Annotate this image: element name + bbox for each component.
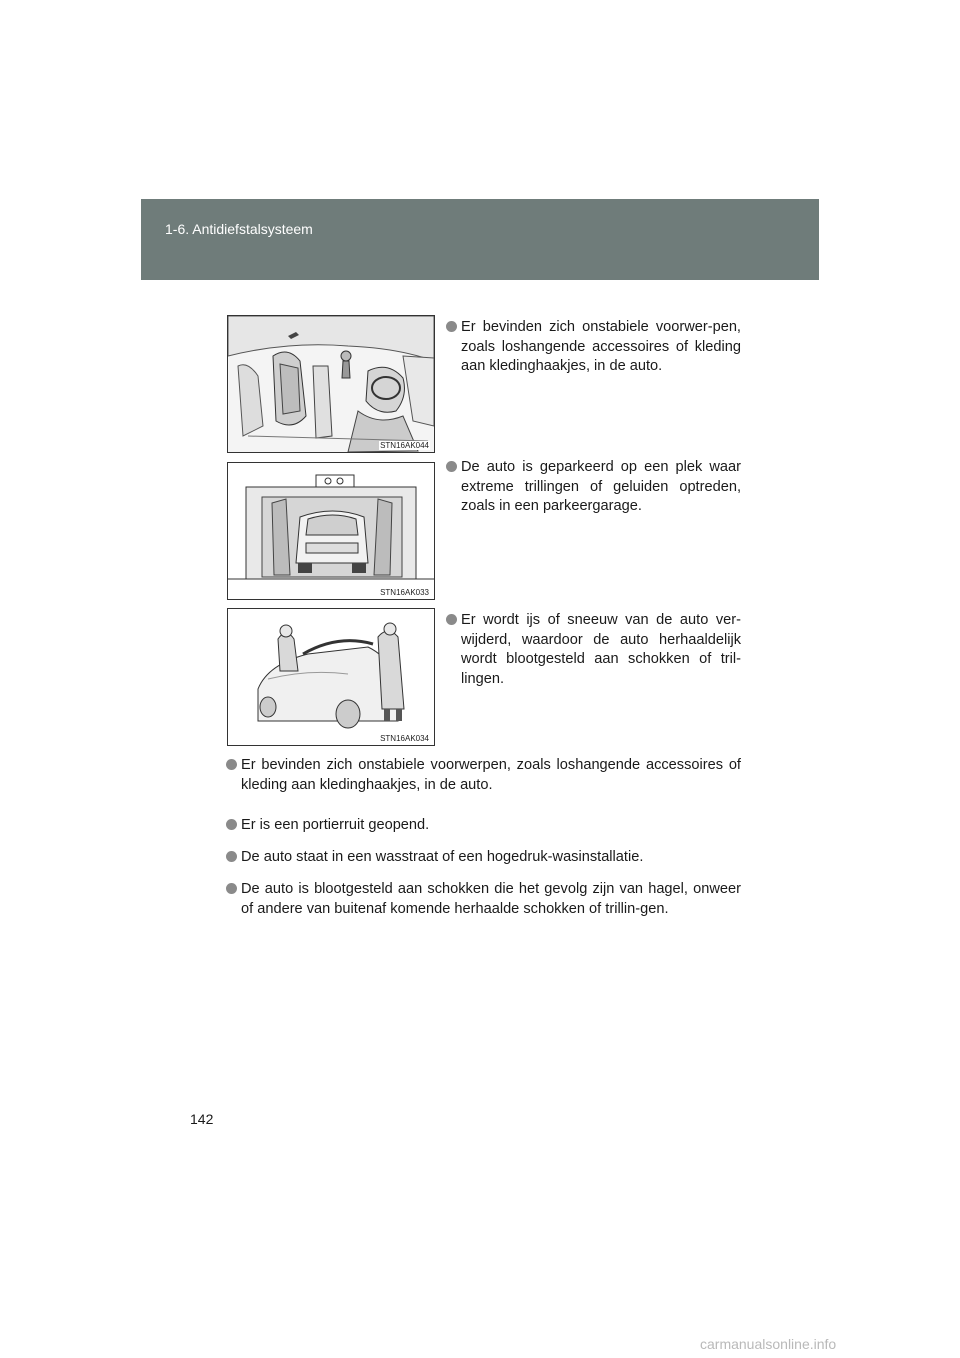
page-number: 142 [190,1111,214,1127]
bullet-dot [446,614,457,625]
figure-caption-1: Er bevinden zich onstabiele voorwer-pen, zoals loshangende accessoires of kleding aan kledinghaakjes, in de auto. [446,318,741,377]
list-item: De auto is blootgesteld aan schokken die het gevolg zijn van hagel, onweer of andere van buitenaf komende herhaalde schokken of trillin-gen. [226,880,741,919]
watermark: carmanualsonline.info [700,1336,837,1352]
bullet-dot [226,851,237,862]
section-title: 1-6. Antidiefstalsysteem [165,221,313,237]
bullet-dot [226,819,237,830]
figure-caption-3: Er wordt ijs of sneeuw van de auto ver-wijderd, waardoor de auto herhaaldelijk wordt blootgesteld aan schokken of tril-lingen. [446,611,741,689]
bullet-dot [226,759,237,770]
figure-snow-removal [227,608,435,746]
figure-code: STN16AK033 [380,588,429,597]
snow-removal-illustration [228,609,434,745]
list-item: Er is een portierruit geopend. [226,816,741,836]
bullet-dot [446,461,457,472]
figure-caption-2: De auto is geparkeerd op een plek waar extreme trillingen of geluiden optreden, zoals in een parkeergarage. [446,458,741,517]
figure-code: STN16AK044 [380,441,429,450]
list-item: De auto staat in een wasstraat of een hogedruk-wasinstallatie. [226,848,741,868]
bullet-dot [446,321,457,332]
bullet-dot [226,883,237,894]
figure-car-interior [227,315,435,453]
list-item: Er bevinden zich onstabiele voorwerpen, zoals loshangende accessoires of kleding aan kledinghaakjes, in de auto. [226,756,741,795]
section-header [141,199,819,280]
parking-garage-illustration [228,463,434,599]
figure-code: STN16AK034 [380,734,429,743]
figure-parking-garage [227,462,435,600]
car-interior-illustration [228,316,434,452]
